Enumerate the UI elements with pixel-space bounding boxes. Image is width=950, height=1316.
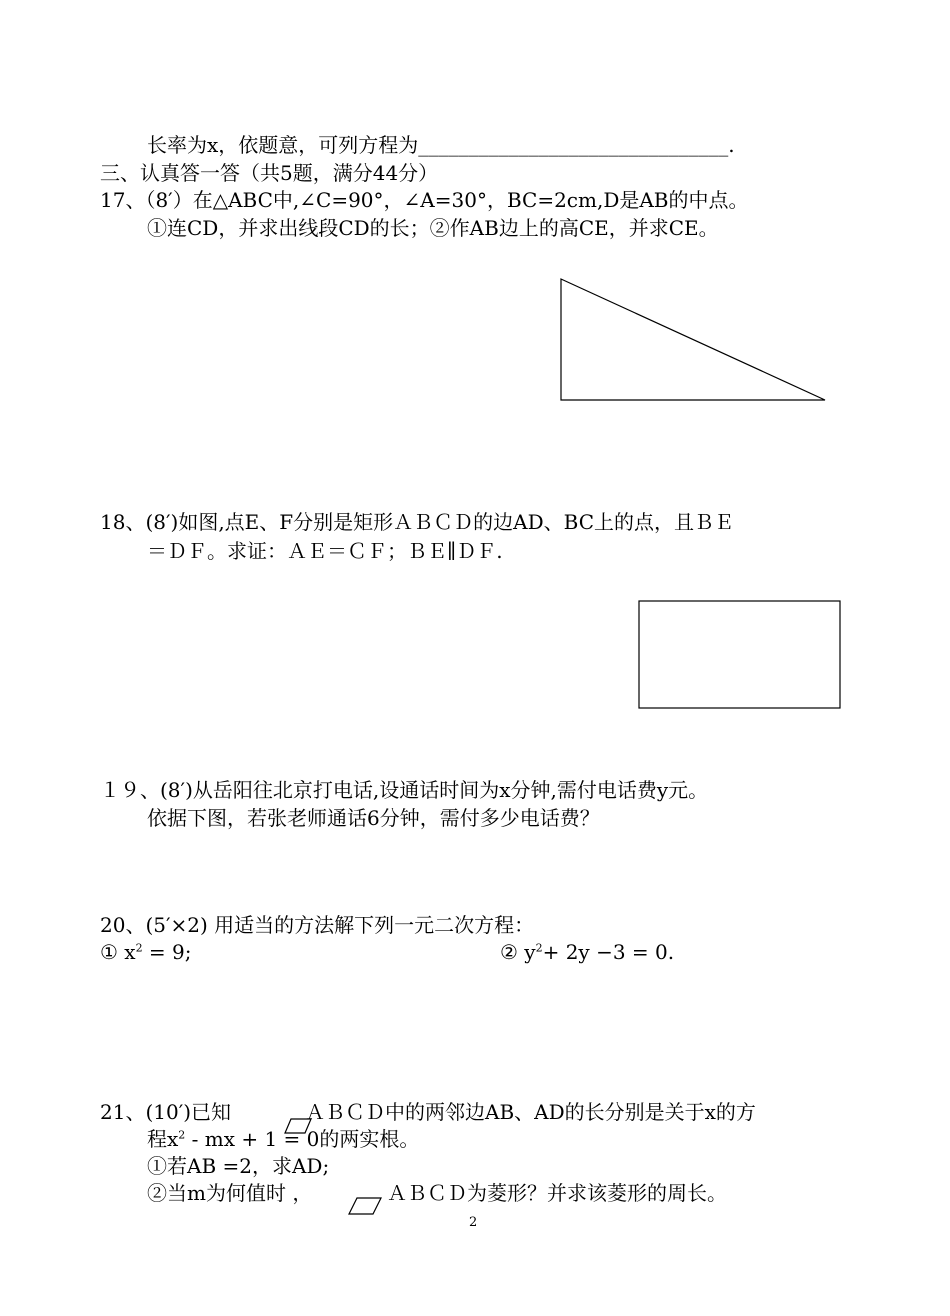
equation-2 (500, 940, 674, 964)
exponent-2: 2 (535, 941, 543, 955)
question-21-line-2-part-b: - mx + 1 = 0的两实根。 (185, 1127, 420, 1151)
exponent-2: 2 (178, 1128, 186, 1142)
triangle-abc-figure (555, 275, 830, 405)
exponent-2: 2 (135, 941, 143, 955)
text-line-growth-rate: 长率为x，依题意，可列方程为_______________________________. (147, 133, 735, 157)
question-17-line-2: ①连CD，并求出线段CD的长；②作AB边上的高CE，并求CE。 (147, 216, 719, 240)
question-21-line-2 (147, 1127, 419, 1151)
question-19-line-2: 依据下图，若张老师通话6分钟，需付多少电话费？ (147, 806, 600, 830)
equation-1-part-a: ① x (100, 940, 136, 964)
equation-1 (100, 940, 192, 964)
question-21-line-4a: ②当m为何值时 ， (147, 1181, 313, 1205)
question-18-line-1: 18、(8′)如图,点E、F分别是矩形ＡＢＣＤ的边AD、BC上的点，且ＢＥ (100, 510, 735, 534)
page-number: 2 (469, 1215, 478, 1230)
question-20-line-1: 20、(5′×2) 用适当的方法解下列一元二次方程： (100, 913, 535, 937)
question-19-line-1: １９、(8′)从岳阳往北京打电话,设通话时间为x分钟,需付电话费y元。 (100, 778, 709, 802)
section-three-heading: 三、认真答一答（共5题，满分44分） (100, 161, 439, 185)
parallelogram-symbol (347, 1196, 383, 1216)
question-17-line-1: 17、（8′）在△ABC中,∠C=90°，∠A=30°，BC=2cm,D是AB的中点。 (100, 188, 749, 212)
question-21-line-3: ①若AB =2，求AD; (147, 1154, 330, 1178)
question-21-line-1a: 21、(10′)已知 (100, 1100, 232, 1124)
rectangle-abcd-figure (636, 598, 844, 712)
equation-2-part-b: + 2y −3 = 0. (542, 940, 675, 964)
question-21-line-2-part-a: 程x (147, 1127, 179, 1151)
equation-2-part-a: ② y (500, 940, 536, 964)
question-18-line-2: ＝ＤＦ。求证：ＡＥ＝ＣＦ；ＢＥ∥ＤＦ. (147, 539, 503, 563)
equation-1-part-b: = 9; (142, 940, 192, 964)
question-21-line-4b: ＡＢＣＤ为菱形？并求该菱形的周长。 (387, 1181, 727, 1205)
question-21-line-1b: ＡＢＣＤ中的两邻边AB、AD的长分别是关于x的方 (305, 1100, 756, 1124)
